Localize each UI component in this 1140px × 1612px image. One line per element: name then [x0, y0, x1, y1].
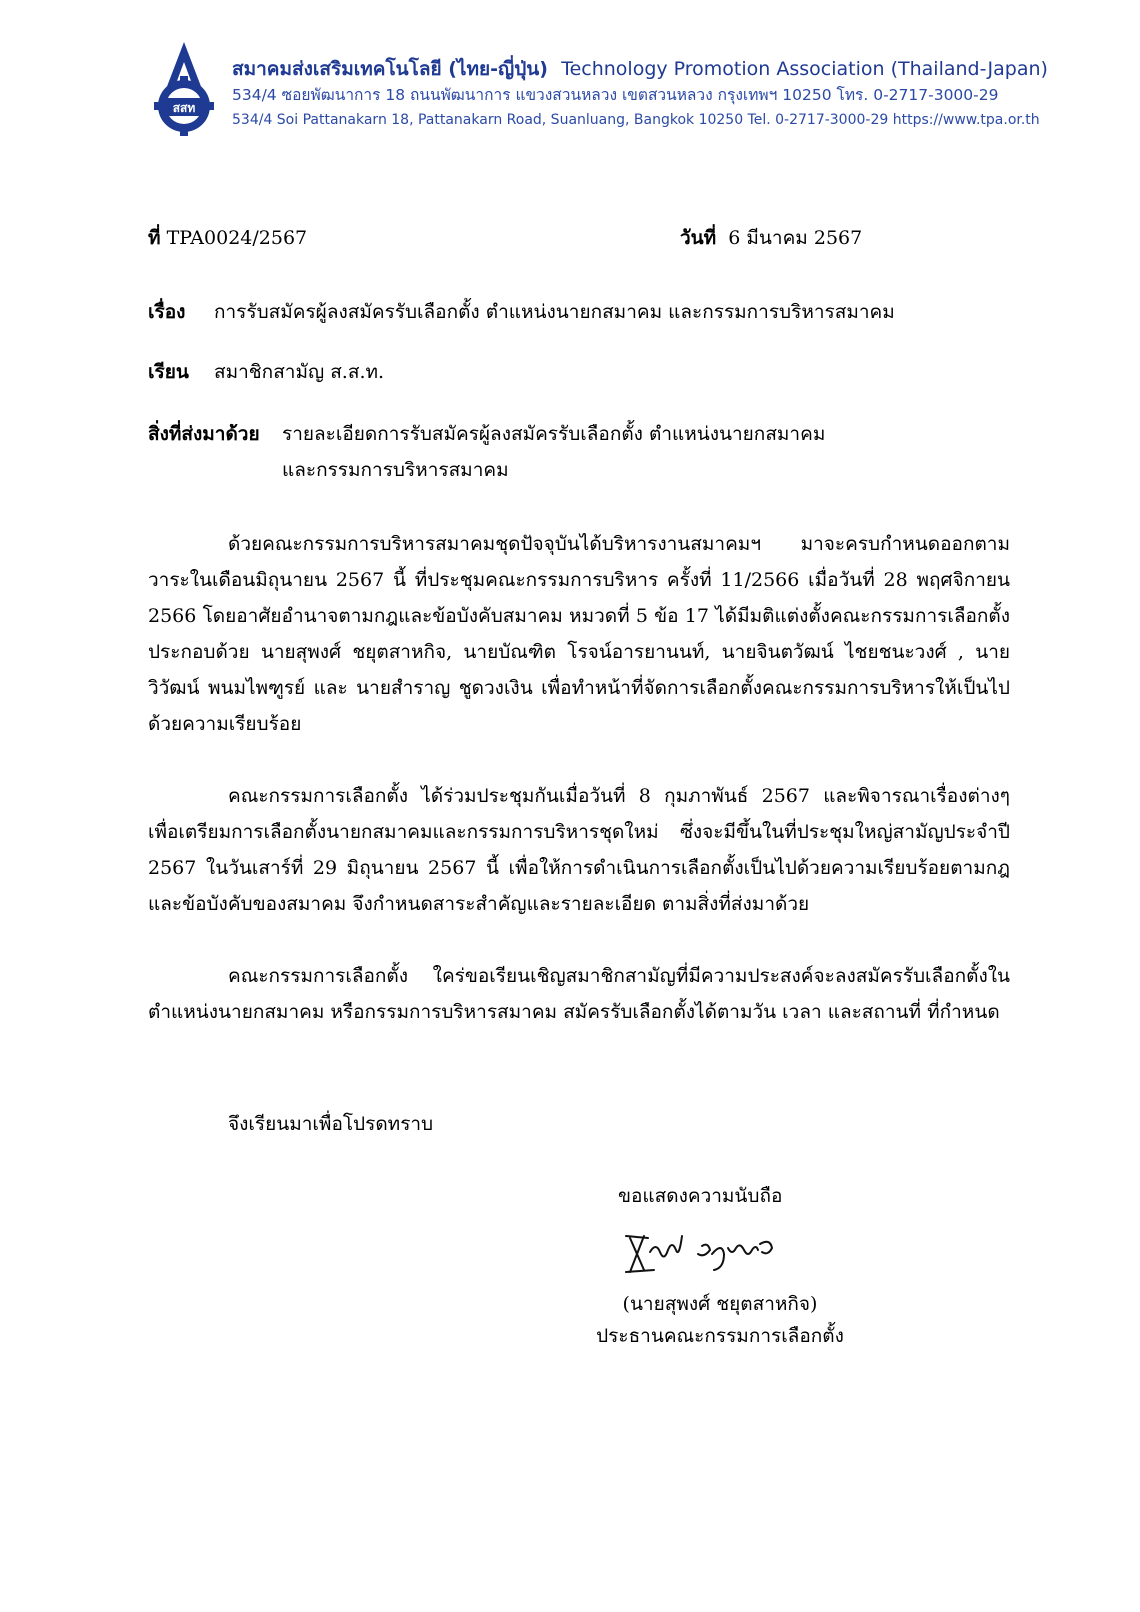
org-name-en: Technology Promotion Association (Thailand-Japan) [561, 58, 1048, 80]
date-value: 6 มีนาคม 2567 [728, 227, 863, 249]
letterhead-text [232, 56, 1048, 132]
recipient-label: เรียน [148, 361, 189, 383]
signer-title: ประธานคณะกรรมการเลือกตั้ง [596, 1325, 844, 1347]
subject-label: เรื่อง [148, 301, 186, 323]
letterhead [148, 40, 1048, 140]
enclosure-line-1: รายละเอียดการรับสมัครผู้ลงสมัครรับเลือกตั้ง ตำแหน่งนายกสมาคม [282, 423, 826, 445]
signer-name: (นายสุพงศ์ ชยุตสาหกิจ) [622, 1293, 818, 1315]
reference-value: TPA0024/2567 [166, 227, 308, 249]
body-paragraph-1 [148, 526, 1010, 742]
letter-date [680, 226, 862, 250]
recipient-text: สมาชิกสามัญ ส.ส.ท. [214, 361, 385, 383]
body-paragraph-2 [148, 778, 1010, 922]
signer-block [560, 1288, 880, 1352]
signature-image [620, 1226, 790, 1282]
paragraph-1-text: ด้วยคณะกรรมการบริหารสมาคมชุดปัจจุบันได้บริหารงานสมาคมฯ มาจะครบกำหนดออกตามวาระในเดือนมิถุนายน 2567 นี้ ที่ประชุมคณะกรรมการบริหาร ครั้งที่ 11/2566 เมื่อวันที่ 28 พฤศจิกายน 2566 โดยอาศัยอำนาจตามกฎและข้อบังคับสมาคม หมวดที่ 5 ข้อ 17 ได้มีมติแต่งตั้งคณะกรรมการเลือกตั้ง ประกอบด้วย นายสุพงศ์ ชยุตสาหกิจ, นายบัณฑิต โรจน์อารยานนท์, นายจินตวัฒน์ ไชยชนะวงศ์ , นายวิวัฒน์ พนมไพฑูรย์ และ นายสำราญ ชูดวงเงิน เพื่อทำหน้าที่จัดการเลือกตั้งคณะกรรมการบริหารให้เป็นไปด้วยความเรียบร้อย [148, 533, 1010, 735]
body-paragraph-3 [148, 958, 1010, 1030]
tpa-logo-icon [148, 40, 220, 136]
address-th: 534/4 ซอยพัฒนาการ 18 ถนนพัฒนาการ แขวงสวนหลวง เขตสวนหลวง กรุงเทพฯ 10250 โทร. 0-2717-3000-29 [232, 86, 999, 104]
closing-line: จึงเรียนมาเพื่อโปรดทราบ [228, 1113, 434, 1135]
date-label: วันที่ [680, 227, 717, 249]
paragraph-3-text: คณะกรรมการเลือกตั้ง ใคร่ขอเรียนเชิญสมาชิกสามัญที่มีความประสงค์จะลงสมัครรับเลือกตั้งในตำแหน่งนายกสมาคม หรือกรรมการบริหารสมาคม สมัครรับเลือกตั้งได้ตามวัน เวลา และสถานที่ ที่กำหนด [148, 965, 1010, 1023]
logo-text: สสท [172, 101, 196, 115]
reference-label: ที่ [148, 227, 161, 249]
enclosure-label: สิ่งที่ส่งมาด้วย [148, 423, 260, 445]
paragraph-2-text: คณะกรรมการเลือกตั้ง ได้ร่วมประชุมกันเมื่อวันที่ 8 กุมภาพันธ์ 2567 และพิจารณาเรื่องต่างๆ เพื่อเตรียมการเลือกตั้งนายกสมาคมและกรรมการบริหารชุดใหม่ ซึ่งจะมีขึ้นในที่ประชุมใหญ่สามัญประจำปี 2567 ในวันเสาร์ที่ 29 มิถุนายน 2567 นี้ เพื่อให้การดำเนินการเลือกตั้งเป็นไปด้วยความเรียบร้อยตามกฎและข้อบังคับของสมาคม จึงกำหนดสาระสำคัญและรายละเอียด ตามสิ่งที่ส่งมาด้วย [148, 785, 1010, 915]
address-en: 534/4 Soi Pattanakarn 18, Pattanakarn Road, Suanluang, Bangkok 10250 Tel. 0-2717-3000-29 https://www.tpa.or.th [232, 112, 1040, 128]
salutation: ขอแสดงความนับถือ [618, 1185, 783, 1207]
org-name-th: สมาคมส่งเสริมเทคโนโลยี (ไทย-ญี่ปุ่น) [232, 58, 548, 80]
reference-number [148, 226, 307, 250]
subject-text: การรับสมัครผู้ลงสมัครรับเลือกตั้ง ตำแหน่งนายกสมาคม และกรรมการบริหารสมาคม [214, 301, 895, 323]
enclosure-line-2: และกรรมการบริหารสมาคม [282, 459, 509, 481]
